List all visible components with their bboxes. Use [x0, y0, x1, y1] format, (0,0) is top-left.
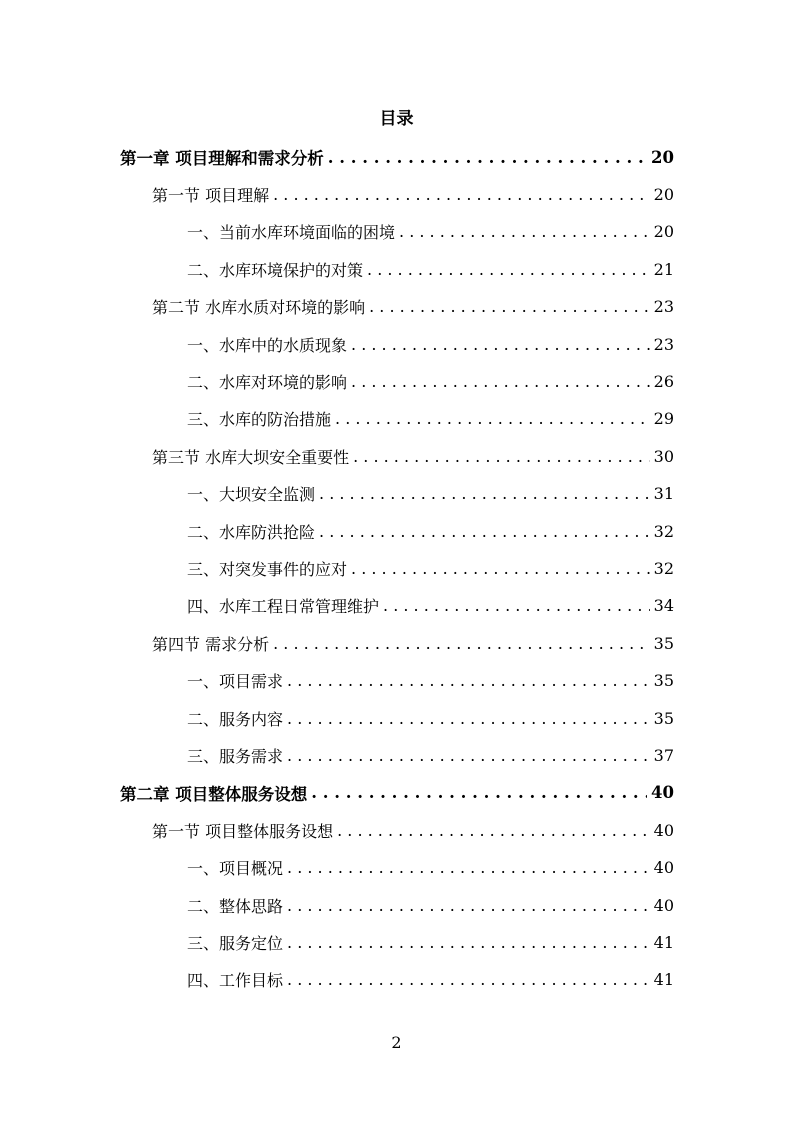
toc-entry-page: 30 [653, 446, 674, 466]
toc-entry-page: 40 [651, 783, 674, 803]
toc-entry-page: 41 [653, 932, 674, 952]
toc-entry-chapter[interactable] [120, 775, 674, 811]
toc-entry-label: 第一章 项目理解和需求分析 [120, 149, 324, 168]
toc-entry-page: 41 [653, 970, 674, 990]
toc-leader-dots [383, 596, 650, 615]
toc-entry-section[interactable] [152, 812, 674, 848]
toc-entry-page: 26 [653, 371, 674, 391]
toc-entry-section[interactable] [152, 289, 674, 325]
toc-entry-page: 23 [653, 297, 674, 317]
toc-entry-page: 21 [653, 259, 674, 279]
toc-entry-label: 一、项目概况 [187, 859, 284, 879]
toc-leader-dots [311, 783, 647, 802]
toc-entry-item[interactable] [187, 737, 674, 773]
toc-entry-page: 20 [653, 184, 674, 204]
toc-entry-item[interactable] [187, 700, 674, 736]
toc-entry-section[interactable] [152, 438, 674, 474]
toc-entry-page: 29 [653, 409, 674, 429]
toc-entry-item[interactable] [187, 326, 674, 362]
toc-entry-page: 32 [653, 558, 674, 578]
toc-entry-item[interactable] [187, 214, 674, 250]
toc-entry-item[interactable] [187, 401, 674, 437]
toc-entry-label: 第三节 水库大坝安全重要性 [152, 447, 350, 467]
toc-entry-item[interactable] [187, 363, 674, 399]
toc-leader-dots [351, 559, 650, 578]
toc-entry-section[interactable] [152, 176, 674, 212]
toc-entry-section[interactable] [152, 625, 674, 661]
toc-leader-dots [319, 522, 650, 541]
toc-entry-item[interactable] [187, 663, 674, 699]
toc-entry-item[interactable] [187, 476, 674, 512]
toc-entry-label: 第一节 项目整体服务设想 [152, 821, 334, 841]
toc-entry-item[interactable] [187, 924, 674, 960]
toc-entry-label: 一、水库中的水质现象 [187, 335, 348, 355]
toc-entry-label: 第一节 项目理解 [152, 185, 270, 205]
toc-leader-dots [335, 409, 650, 428]
toc-leader-dots [367, 260, 650, 279]
toc-entry-label: 一、当前水库环境面临的困境 [187, 223, 396, 243]
toc-entry-page: 31 [653, 484, 674, 504]
toc-entry-item[interactable] [187, 513, 674, 549]
page-number: 2 [391, 1033, 402, 1052]
toc-leader-dots [287, 858, 650, 877]
toc-leader-dots [353, 447, 650, 466]
toc-entry-label: 三、水库的防治措施 [187, 410, 332, 430]
toc-leader-dots [399, 222, 650, 241]
toc-entry-label: 一、项目需求 [187, 672, 284, 692]
toc-leader-dots [328, 148, 647, 167]
toc-title: 目录 [379, 109, 414, 129]
toc-entry-page: 20 [651, 147, 674, 167]
toc-entry-label: 三、对突发事件的应对 [187, 559, 348, 579]
toc-entry-label: 二、整体思路 [187, 896, 284, 916]
toc-leader-dots [369, 297, 650, 316]
toc-leader-dots [273, 185, 650, 204]
toc-entry-page: 20 [653, 222, 674, 242]
toc-leader-dots [287, 970, 650, 989]
toc-entry-label: 第四节 需求分析 [152, 634, 270, 654]
toc-leader-dots [287, 933, 650, 952]
toc-entry-label: 第二节 水库水质对环境的影响 [152, 298, 366, 318]
toc-entry-page: 34 [653, 596, 674, 616]
toc-leader-dots [287, 896, 650, 915]
toc-entry-label: 一、大坝安全监测 [187, 485, 316, 505]
toc-entry-label: 二、水库防洪抢险 [187, 522, 316, 542]
toc-leader-dots [287, 709, 650, 728]
toc-entry-page: 40 [653, 895, 674, 915]
toc-entry-chapter[interactable] [120, 139, 674, 175]
toc-leader-dots [351, 335, 650, 354]
toc-entry-item[interactable] [187, 588, 674, 624]
toc-entry-label: 二、服务内容 [187, 709, 284, 729]
toc-entry-label: 三、服务需求 [187, 746, 284, 766]
toc-entry-page: 35 [653, 708, 674, 728]
toc-leader-dots [287, 671, 650, 690]
toc-leader-dots [319, 484, 650, 503]
toc-entry-page: 35 [653, 633, 674, 653]
toc-entry-item[interactable] [187, 887, 674, 923]
toc-entry-item[interactable] [187, 850, 674, 886]
toc-entry-page: 40 [653, 858, 674, 878]
toc-entry-item[interactable] [187, 962, 674, 998]
toc-entry-label: 二、水库环境保护的对策 [187, 260, 364, 280]
toc-entry-page: 40 [653, 820, 674, 840]
toc-entry-label: 第二章 项目整体服务设想 [120, 784, 308, 804]
toc-entry-page: 32 [653, 521, 674, 541]
toc-leader-dots [273, 634, 650, 653]
toc-entry-label: 三、服务定位 [187, 933, 284, 953]
toc-entry-label: 二、水库对环境的影响 [187, 372, 348, 392]
toc-entry-label: 四、工作目标 [187, 971, 284, 991]
toc-leader-dots [337, 821, 650, 840]
toc-entry-item[interactable] [187, 550, 674, 586]
toc-entry-page: 37 [653, 745, 674, 765]
toc-leader-dots [351, 372, 650, 391]
toc-entry-page: 23 [653, 334, 674, 354]
toc-entry-item[interactable] [187, 251, 674, 287]
toc-leader-dots [287, 746, 650, 765]
toc-entry-label: 四、水库工程日常管理维护 [187, 597, 380, 617]
toc-entry-page: 35 [653, 671, 674, 691]
